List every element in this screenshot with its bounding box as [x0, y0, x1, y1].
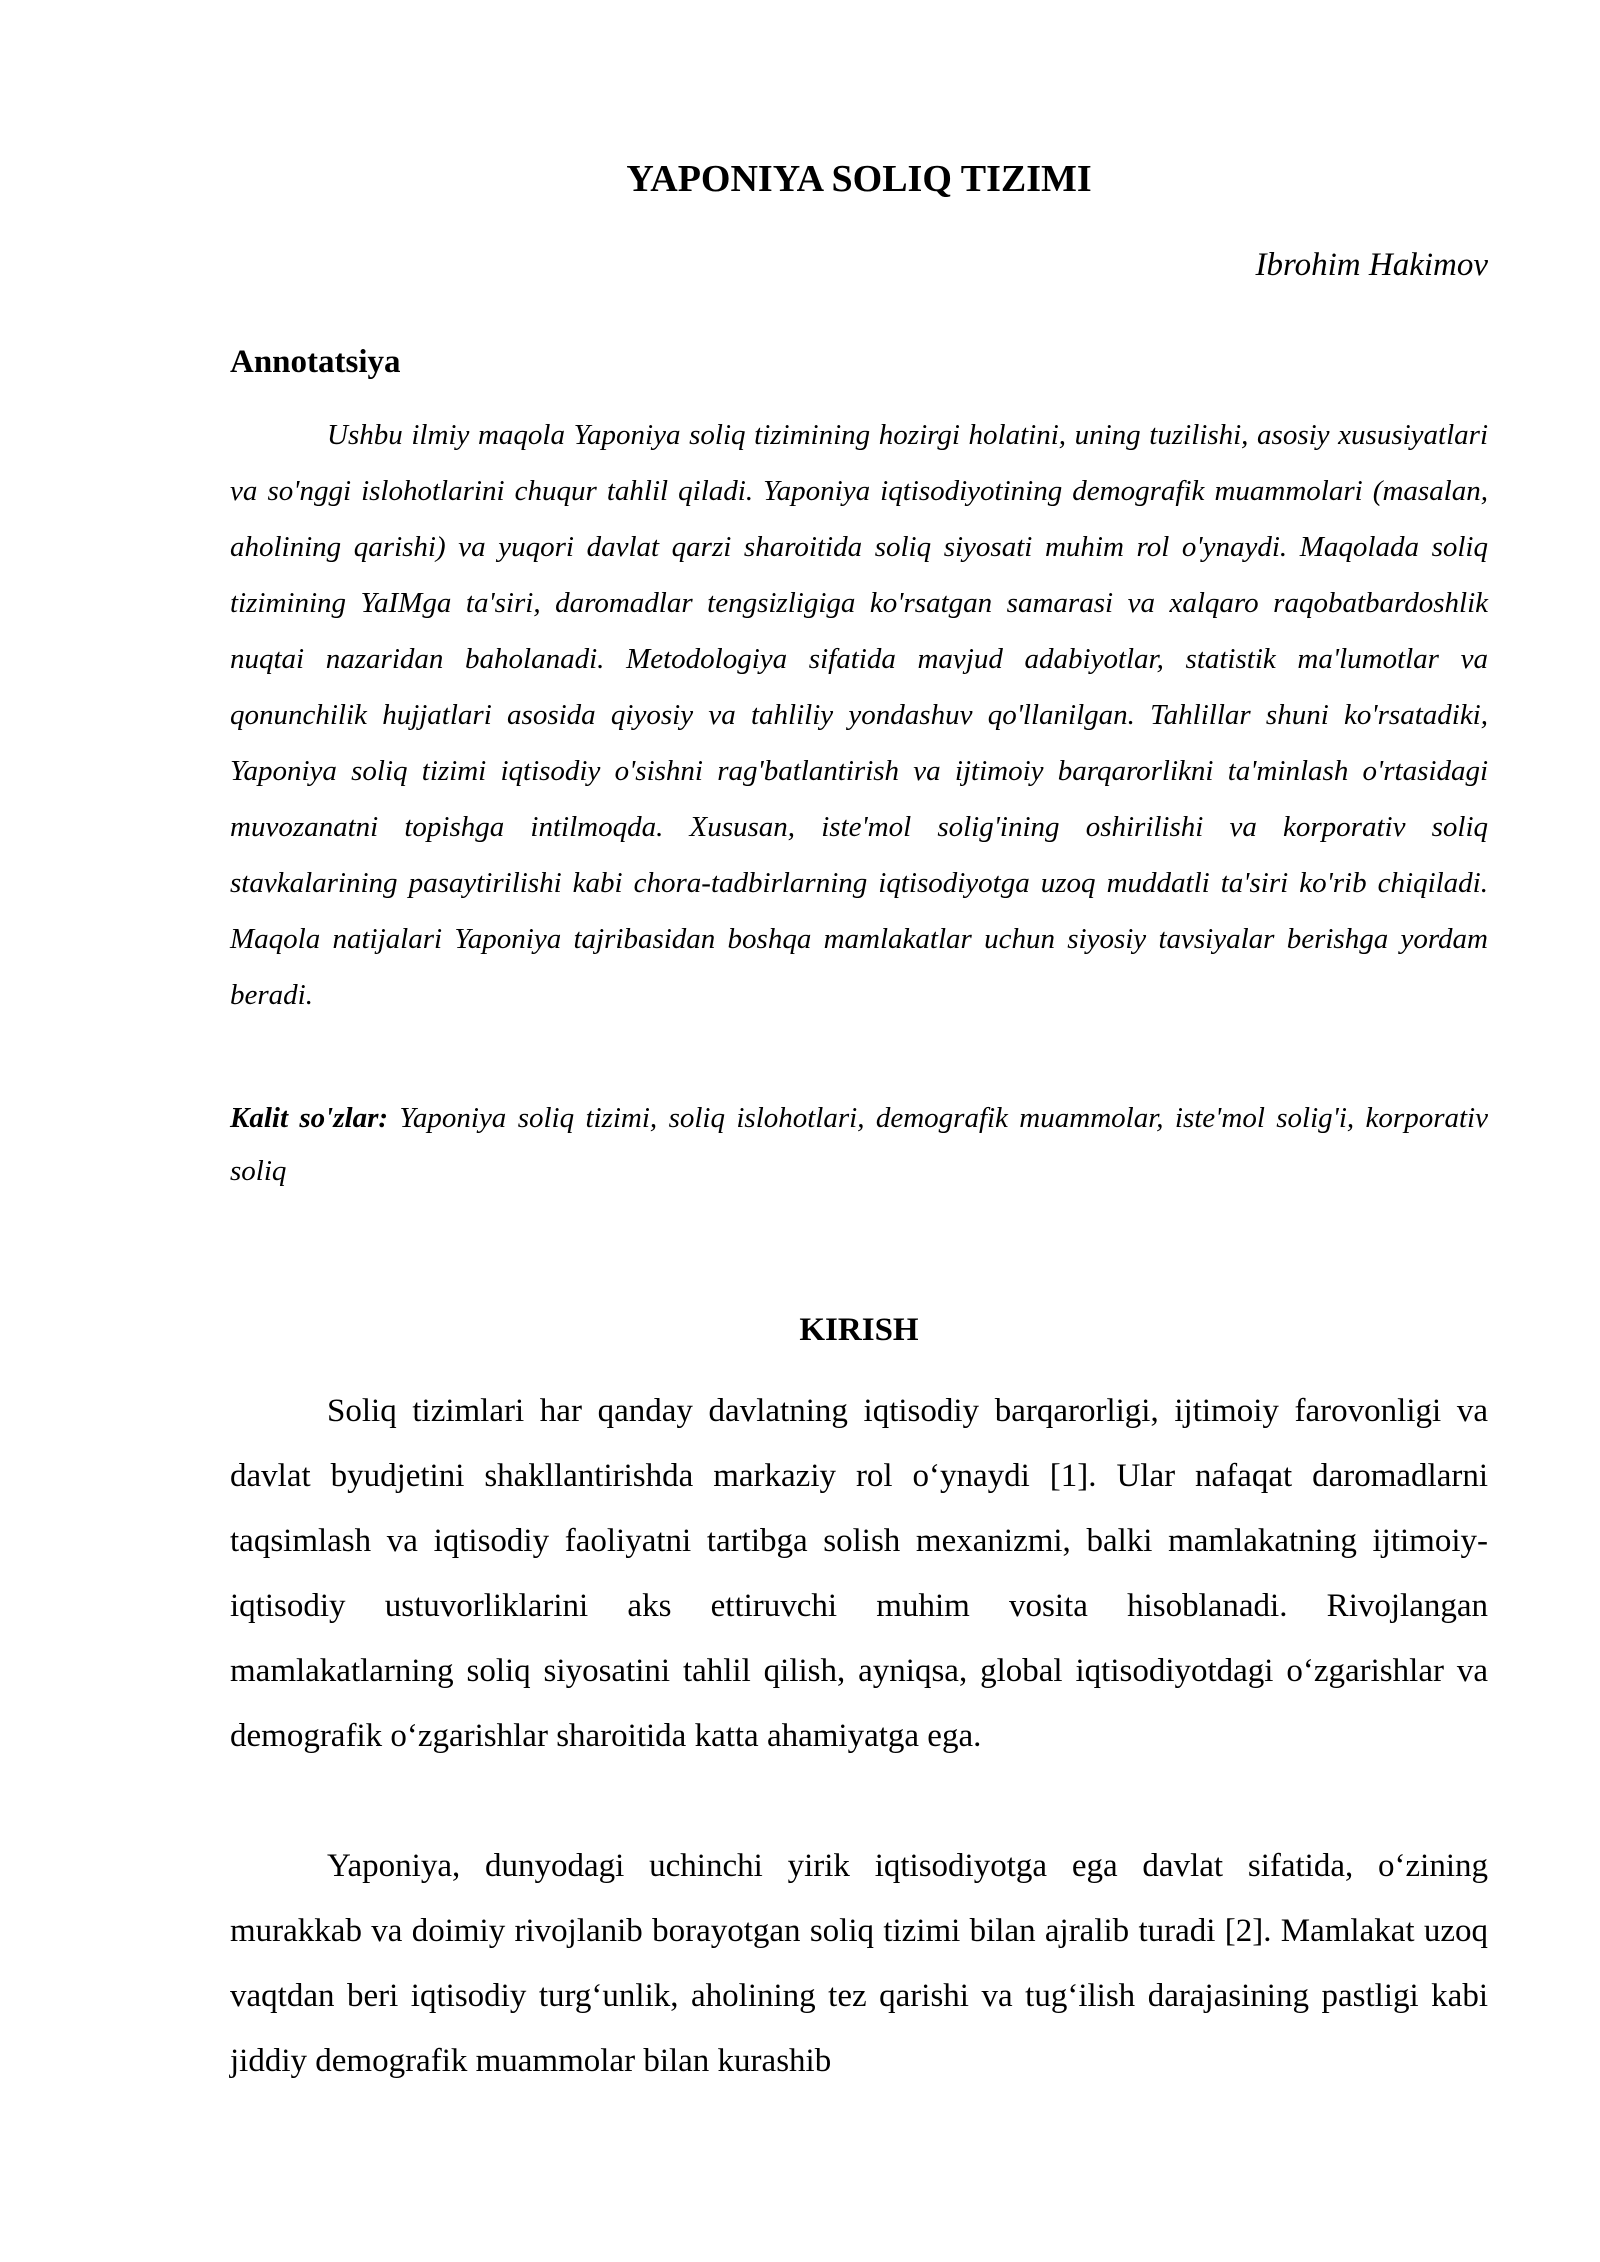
annotation-heading: Annotatsiya: [230, 344, 401, 380]
paper-title: YAPONIYA SOLIQ TIZIMI: [626, 158, 1092, 200]
keywords-label: Kalit so'zlar:: [230, 1102, 389, 1134]
body-paragraph: Yaponiya, dunyodagi uchinchi yirik iqtisodiyotga ega davlat sifatida, o‘zining murakkab va doimiy rivojlanib borayotgan soliq tizimi bilan ajralib turadi [2]. Mamlakat uzoq vaqtdan beri iqtisodiy turg‘unlik, aholining tez qarishi va tug‘ilish darajasining pastligi kabi jiddiy demografik muammolar bilan kurashib: [230, 1848, 1488, 2079]
author-name: Ibrohim Hakimov: [1255, 247, 1488, 283]
section-heading-introduction: KIRISH: [799, 1312, 919, 1348]
keywords: [230, 1092, 1488, 1198]
keywords-text: Yaponiya soliq tizimi, soliq islohotlari, demografik muammolar, iste'mol solig'i, korporativ soliq: [230, 1102, 1488, 1187]
body-paragraph: Soliq tizimlari har qanday davlatning iqtisodiy barqarorligi, ijtimoiy farovonligi va davlat byudjetini shakllantirishda markaziy rol o‘ynaydi [1]. Ular nafaqat daromadlarni taqsimlash va iqtisodiy faoliyatni tartibga solish mexanizmi, balki mamlakatning ijtimoiy-iqtisodiy ustuvorliklarini aks ettiruvchi muhim vosita hisoblanadi. Rivojlangan mamlakatlarning soliq siyosatini tahlil qilish, ayniqsa, global iqtisodiyotdagi o‘zgarishlar va demografik o‘zgarishlar sharoitida katta ahamiyatga ega.: [230, 1393, 1488, 1754]
annotation-text: Ushbu ilmiy maqola Yaponiya soliq tizimining hozirgi holatini, uning tuzilishi, asosiy xususiyatlari va so'nggi islohotlarini chuqur tahlil qiladi. Yaponiya iqtisodiyotining demografik muammolari (masalan, aholining qarishi) va yuqori davlat qarzi sharoitida soliq siyosati muhim rol o'ynaydi. Maqolada soliq tizimining YaIMga ta'siri, daromadlar tengsizligiga ko'rsatgan samarasi va xalqaro raqobatbardoshlik nuqtai nazaridan baholanadi. Metodologiya sifatida mavjud adabiyotlar, statistik ma'lumotlar va qonunchilik hujjatlari asosida qiyosiy va tahliliy yondashuv qo'llanilgan. Tahlillar shuni ko'rsatadiki, Yaponiya soliq tizimi iqtisodiy o'sishni rag'batlantirish va ijtimoiy barqarorlikni ta'minlash o'rtasidagi muvozanatni topishga intilmoqda. Xususan, iste'mol solig'ining oshirilishi va korporativ soliq stavkalarining pasaytirilishi kabi chora-tadbirlarning iqtisodiyotga uzoq muddatli ta'siri ko'rib chiqiladi. Maqola natijalari Yaponiya tajribasidan boshqa mamlakatlar uchun siyosiy tavsiyalar berishga yordam beradi.: [230, 419, 1488, 1011]
